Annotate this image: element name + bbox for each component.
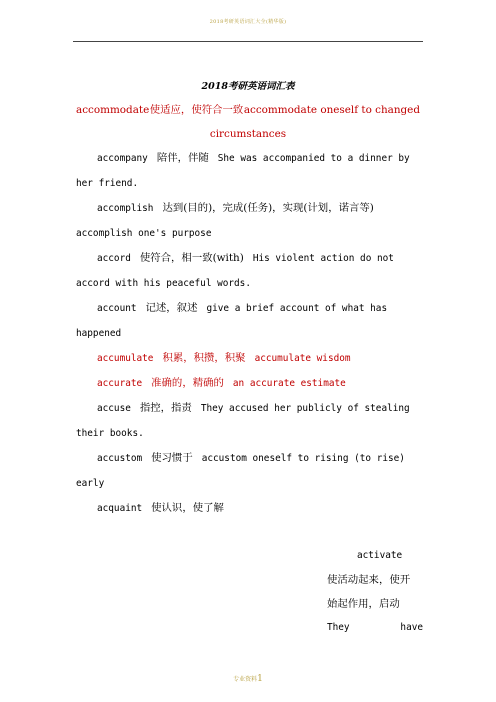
entry-meaning: 达到(目的)，完成(任务)，实现(计划，诺言等) <box>162 202 374 214</box>
footer-label: 专业资料 <box>233 676 258 683</box>
entry-meaning: 陪伴，伴随 <box>156 152 209 164</box>
entry-example: They accused her publicly of stealing their books. <box>76 403 410 439</box>
entry-example-cont: circumstances <box>209 128 287 140</box>
entry-accomplish <box>76 196 420 246</box>
entry-word: accord <box>97 253 131 264</box>
entry-example: accommodate oneself to changed <box>243 104 420 116</box>
header-note: 2018考研英语词汇大全(精华版) <box>209 19 287 25</box>
vocab-entries <box>76 98 420 521</box>
entry-example: accumulate wisdom <box>254 353 351 364</box>
entry-example: His violent action do not accord with his peaceful words. <box>76 253 394 289</box>
entry-account <box>76 296 420 346</box>
entry-example: an accurate estimate <box>232 378 346 389</box>
entry-word: accommodate <box>76 104 150 116</box>
header-rule <box>73 41 423 42</box>
entry-meaning: 准确的，精确的 <box>151 377 224 389</box>
entry-meaning: 使认识，使了解 <box>151 502 224 514</box>
entry-word: account <box>97 303 137 314</box>
entry-meaning: 使适应，使符合一致 <box>149 104 244 116</box>
entry-acquaint <box>76 496 420 521</box>
entry-meaning: 积累，积攒，积聚 <box>162 352 246 364</box>
entry-word: accumulate <box>97 353 154 364</box>
entry-meaning-cont: 始起作用，启动 <box>327 598 400 610</box>
entry-accompany <box>76 146 420 196</box>
entry-example: accomplish one's purpose <box>76 228 212 239</box>
entry-word: accurate <box>97 378 143 389</box>
entry-word: accompany <box>97 153 148 164</box>
entry-accuse <box>76 396 420 446</box>
entry-example: accustom oneself to rising (to rise) early <box>76 453 405 489</box>
page-number: 1 <box>257 674 263 684</box>
entry-example-word: have <box>400 622 423 633</box>
page-footer <box>0 674 496 684</box>
entry-meaning: 使习惯于 <box>151 452 193 464</box>
entry-accumulate <box>76 346 420 371</box>
entry-word: accustom <box>97 453 143 464</box>
entry-word: accuse <box>97 403 131 414</box>
entry-accommodate <box>76 98 420 146</box>
entry-meaning: 指控，指责 <box>139 402 192 414</box>
entry-example: She was accompanied to a dinner by her friend. <box>76 153 410 189</box>
entry-word: accomplish <box>97 203 154 214</box>
entry-meaning: 使活动起来，使开 <box>327 574 411 586</box>
page-title: 2018考研英语词汇表 <box>201 81 295 92</box>
entry-word: activate <box>357 550 403 561</box>
entry-meaning: 使符合，相一致(with) <box>139 252 244 264</box>
entry-accustom <box>76 446 420 496</box>
entry-example: give a brief account of what has happened <box>76 303 388 339</box>
entry-word: acquaint <box>97 503 143 514</box>
entry-accord <box>76 246 420 296</box>
entry-accurate <box>76 371 420 396</box>
entry-meaning: 记述，叙述 <box>145 302 198 314</box>
entry-example <box>327 616 423 640</box>
entry-example-word: They <box>327 622 350 633</box>
